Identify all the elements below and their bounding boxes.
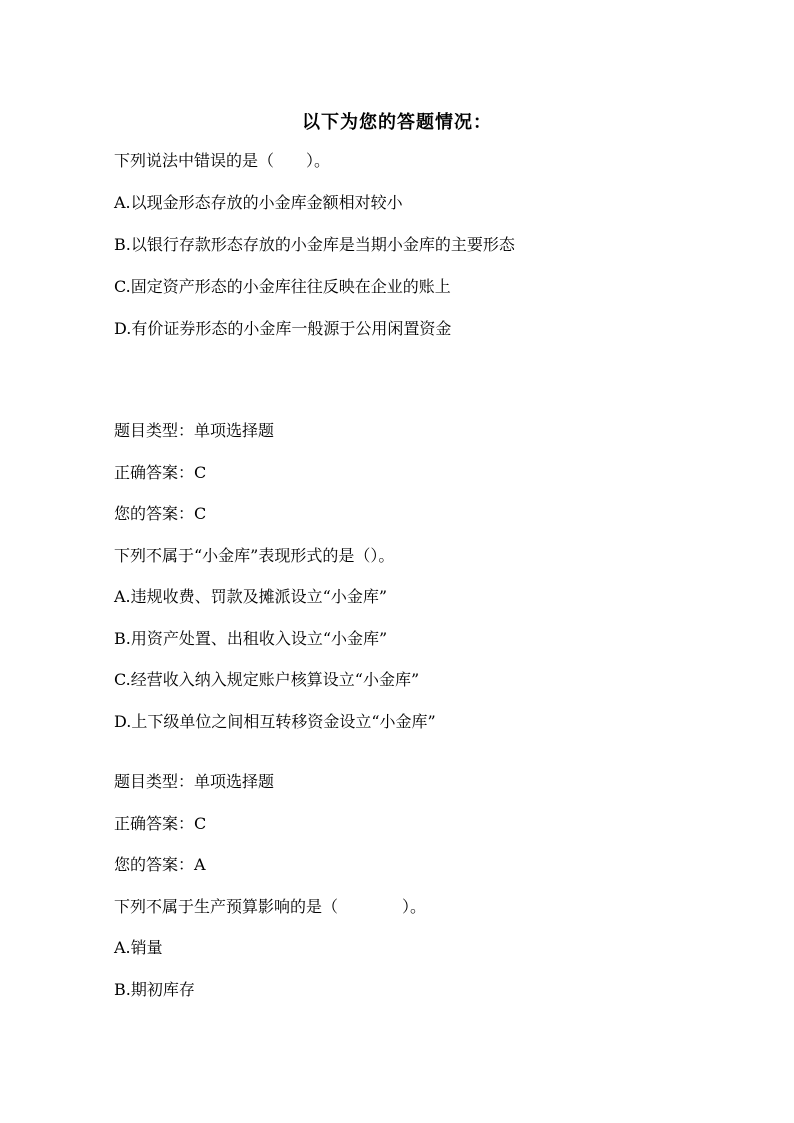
question-1-type: 题目类型：单项选择题 [114,421,275,440]
question-2-correct-answer: 正确答案：C [114,814,207,833]
question-3-option-b: B.期初库存 [114,980,195,999]
question-1-option-b: B.以银行存款形态存放的小金库是当期小金库的主要形态 [114,235,515,254]
question-2-option-d: D.上下级单位之间相互转移资金设立“小金库” [114,712,436,731]
question-1-stem: 下列说法中错误的是（ ）。 [114,151,331,170]
question-1-your-answer: 您的答案：C [114,504,207,523]
question-1-correct-answer: 正确答案：C [114,463,207,482]
question-2-option-c: C.经营收入纳入规定账户核算设立“小金库” [114,670,420,689]
question-2-option-a: A.违规收费、罚款及摊派设立“小金库” [114,587,388,606]
question-2-option-b: B.用资产处置、出租收入设立“小金库” [114,629,388,648]
question-2-your-answer: 您的答案：A [114,855,206,874]
question-2-stem: 下列不属于“小金库”表现形式的是（）。 [114,546,395,565]
page-title: 以下为您的答题情况： [302,112,492,133]
question-1-option-c: C.固定资产形态的小金库往往反映在企业的账上 [114,277,451,296]
question-3-stem: 下列不属于生产预算影响的是（ ）。 [114,897,427,916]
question-2-type: 题目类型：单项选择题 [114,772,275,791]
question-3-option-a: A.销量 [114,938,163,957]
question-1-option-a: A.以现金形态存放的小金库金额相对较小 [114,193,403,212]
question-1-option-d: D.有价证券形态的小金库一般源于公用闲置资金 [114,319,452,338]
